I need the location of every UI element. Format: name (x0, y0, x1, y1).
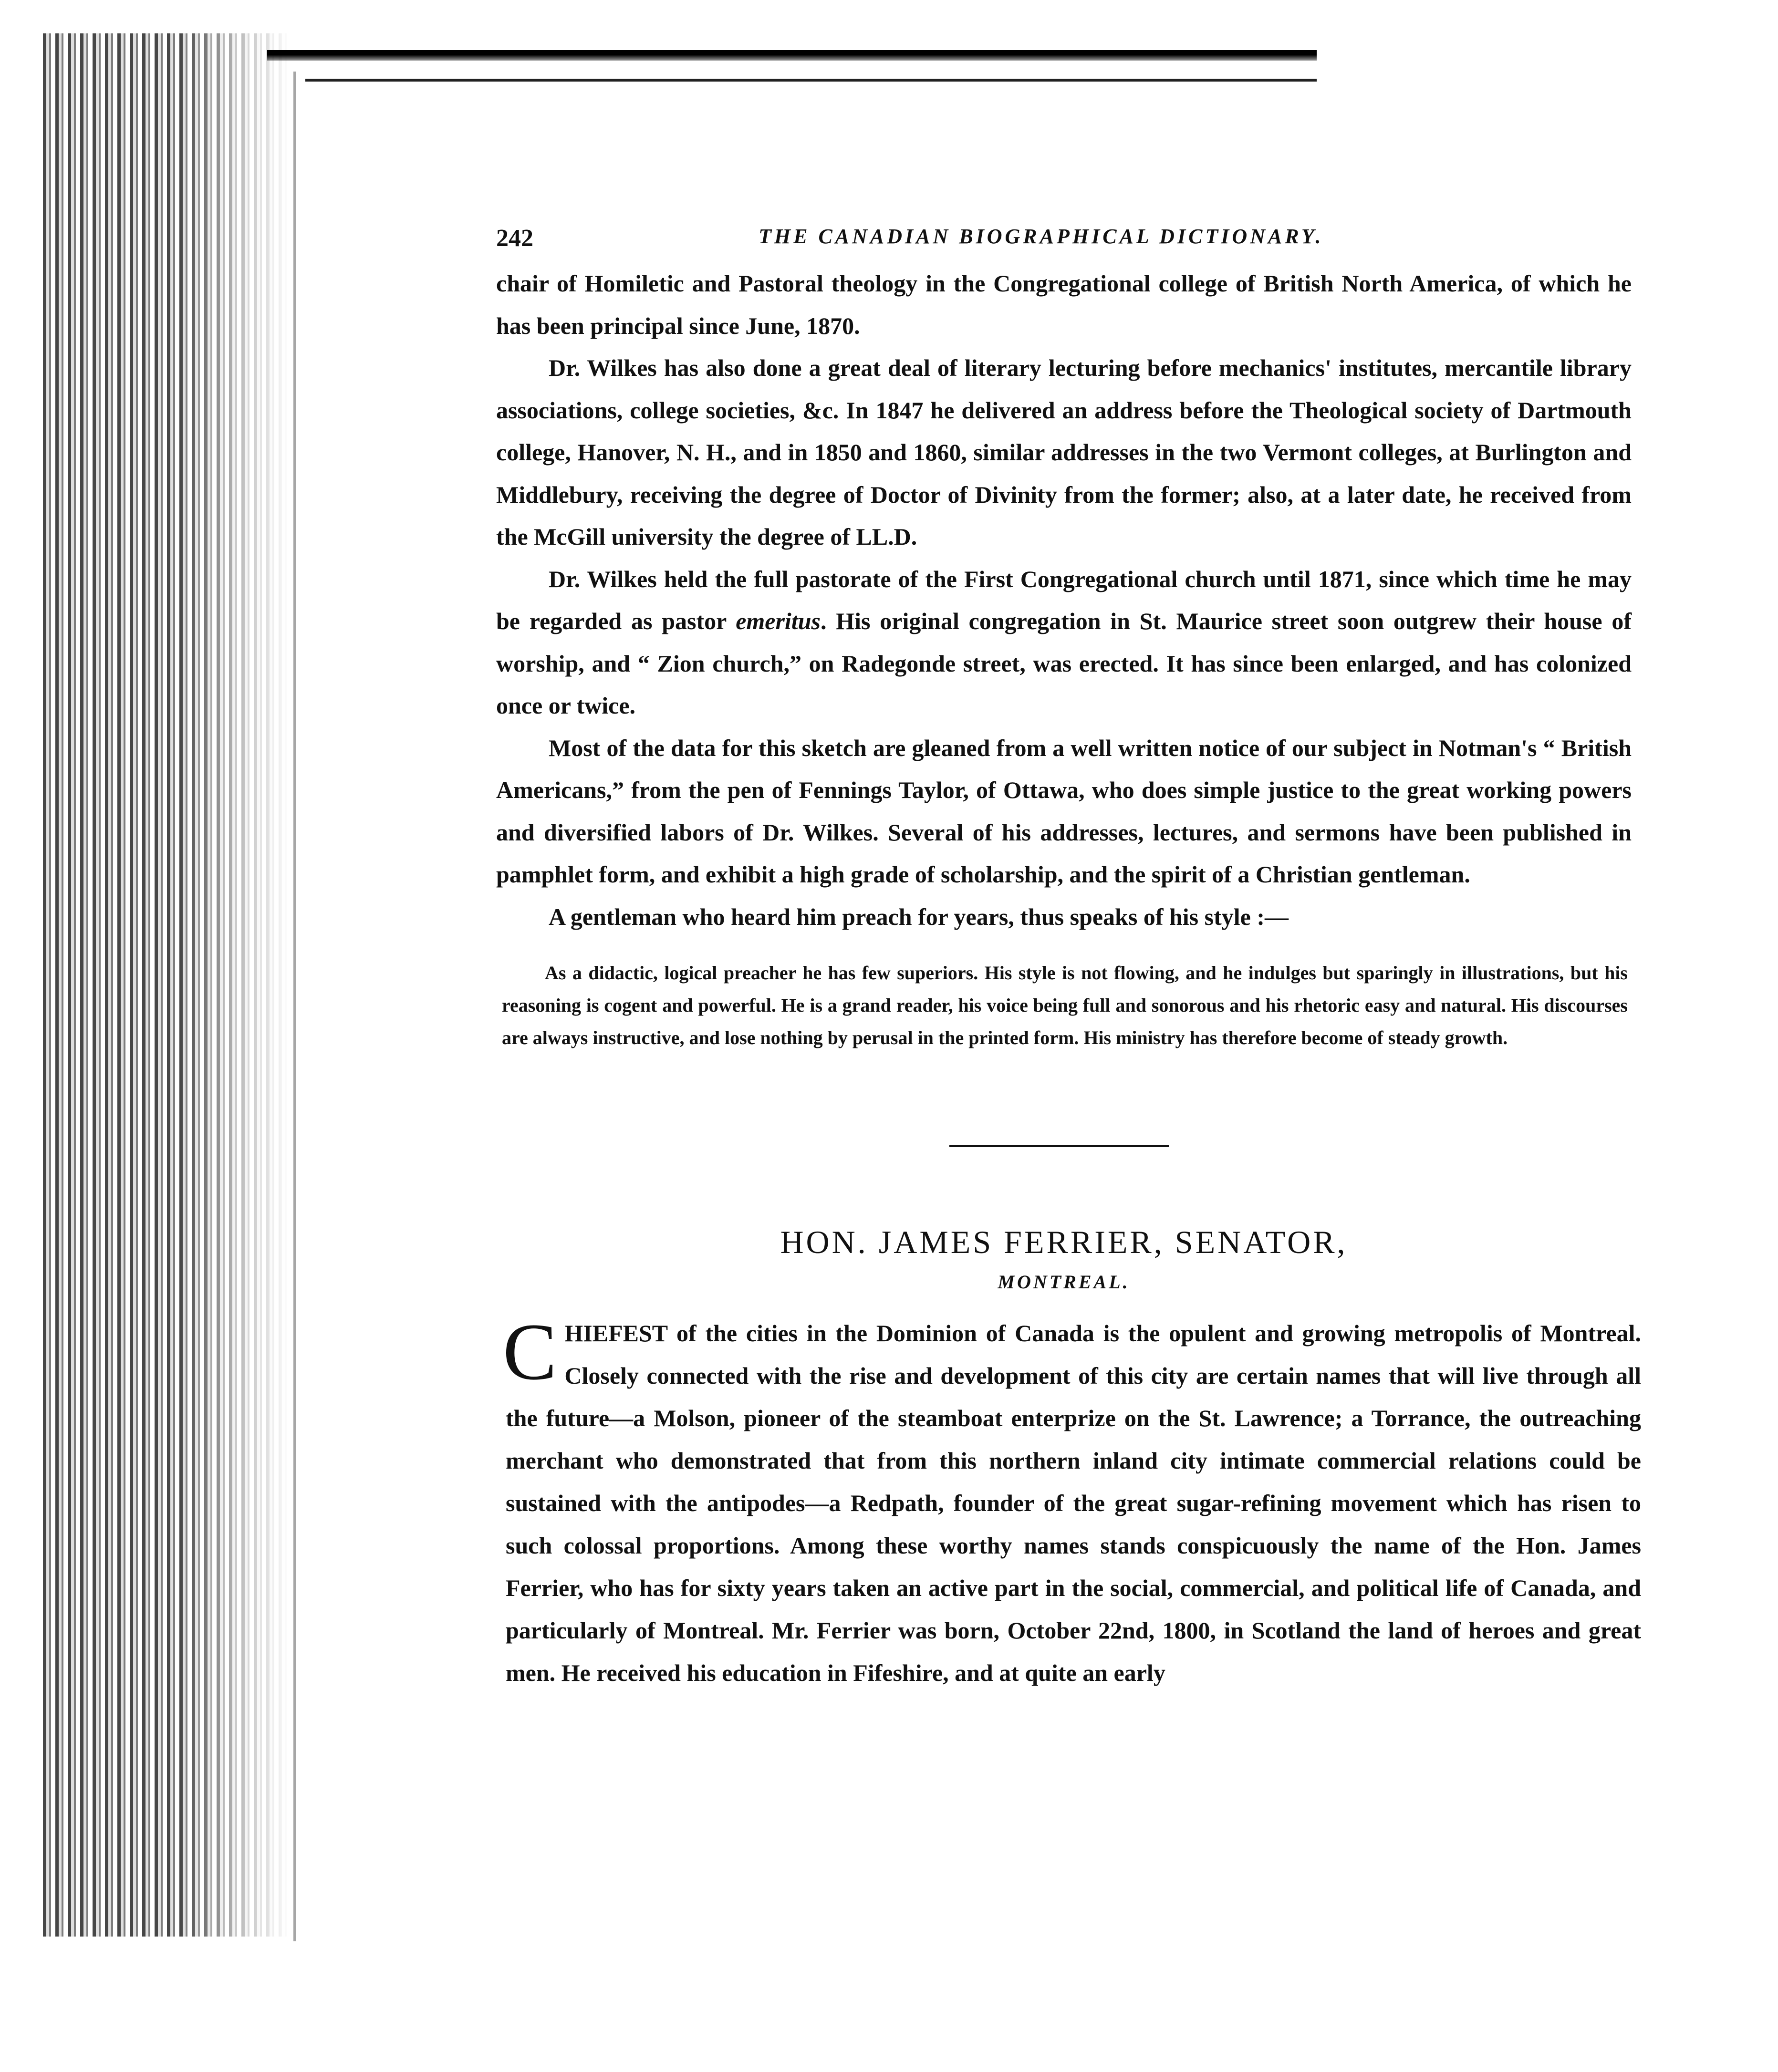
page-edge-shadow (293, 72, 296, 1941)
pastorate-text-after: . His original congregation in St. Maurice street soon outgrew their house of worship, and “ Zion church,” on Radegonde street, was erected. It has since been enlarged, and has colonized once or twice. (496, 608, 1632, 719)
paragraph-quote-intro: A gentleman who heard him preach for years, thus speaks of his style :— (549, 903, 1289, 930)
book-page (496, 210, 1641, 1694)
block-quote (502, 957, 1628, 1054)
paragraph-continuation: chair of Homiletic and Pastoral theology in the Congregational college of British North America, of which he has been principal since June, 1870. (496, 270, 1632, 339)
article-paragraph: HIEFEST of the cities in the Dominion of Canada is the opulent and growing metropolis of Montreal. Closely connected with the rise and development of this city are certain names that will live through all the future—a Molson, pioneer of the steamboat enterprize on the St. Lawrence; a Torrance, the outreaching merchant who demonstrated that from this northern inland city intimate commercial relations could be sustained with the antipodes—a Redpath, founder of the great sugar-refining movement which has risen to such colossal proportions. Among these worthy names stands conspicuously the name of the Hon. James Ferrier, who has for sixty years taken an active part in the social, commercial, and political life of Canada, and particularly of Montreal. Mr. Ferrier was born, October 22nd, 1800, in Scotland the land of heroes and great men. He received his education in Fifeshire, and at quite an early (506, 1320, 1641, 1686)
running-head (496, 210, 1632, 262)
pastorate-emphasis: emeritus (736, 608, 821, 634)
paragraph-lecturing: Dr. Wilkes has also done a great deal of literary lecturing before mechanics' institutes, mercantile library associations, college societies, &c. In 1847 he delivered an address before the Theological society of Dartmouth college, Hanover, N. H., and in 1850 and 1860, similar addresses in the two Vermont colleges, at Burlington and Middlebury, receiving the degree of Doctor of Divinity from the former; also, at a later date, he received from the McGill university the degree of LL.D. (496, 354, 1632, 550)
running-head-title: THE CANADIAN BIOGRAPHICAL DICTIONARY. (759, 225, 1324, 248)
pastorate-text-before: Dr. Wilkes held the full pastorate of the First Congregational church until 1871, since which time he may be regarded as pastor (496, 565, 1632, 634)
book-binding-gutter (43, 33, 291, 1937)
page-number: 242 (496, 225, 533, 252)
section-separator-rule (949, 1145, 1169, 1147)
paragraph-pastorate (496, 558, 1632, 727)
body-text (496, 262, 1632, 938)
section-subtitle: MONTREAL. (998, 1271, 1130, 1293)
scan-top-edge (267, 50, 1317, 61)
drop-cap: C (503, 1307, 557, 1397)
paragraph-sources: Most of the data for this sketch are gleaned from a well written notice of our subject in Notman's “ British Americans,” from the pen of Fennings Taylor, of Ottawa, who does simple justice to the great working powers and diversified labors of Dr. Wilkes. Several of his addresses, lectures, and sermons have been published in pamphlet form, and exhibit a high grade of scholarship, and the spirit of a Christian gentleman. (496, 734, 1632, 888)
quote-text: As a didactic, logical preacher he has few superiors. His style is not flowing, and he indulges but sparingly in illustrations, but his reasoning is cogent and powerful. He is a grand reader, his voice being full and sonorous and his rhetoric easy and natural. His discourses are always instructive, and lose nothing by perusal in the printed form. His ministry has therefore become of steady growth. (502, 962, 1628, 1048)
scan-top-line (305, 79, 1317, 82)
article-body (503, 1307, 1641, 1694)
section-title: HON. JAMES FERRIER, SENATOR, (780, 1224, 1348, 1260)
